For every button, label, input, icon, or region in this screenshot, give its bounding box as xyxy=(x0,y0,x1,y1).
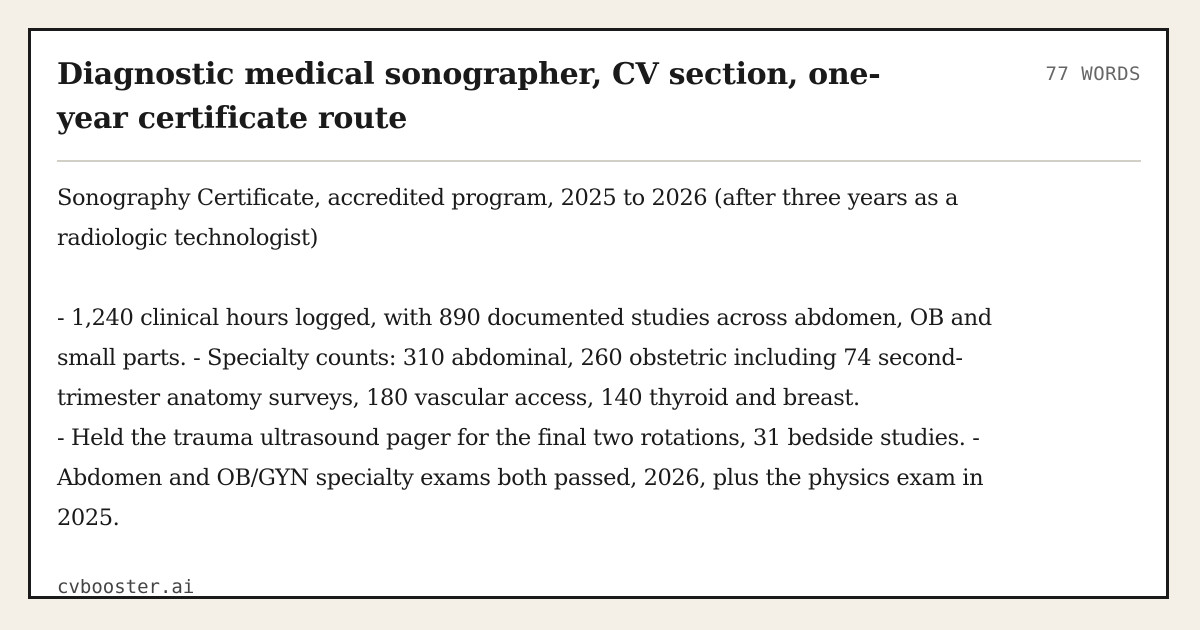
cv-section-card xyxy=(28,28,1169,599)
cv-body-text: Sonography Certificate, accredited program, 2025 to 2026 (after three years as a radiologic technologist) - 1,240 clinical hours logged, with 890 documented studies across abdomen, OB and small parts. - Specialty counts: 310 abdominal, 260 obstetric including 74 second-trimester anatomy surveys, 180 vascular access, 140 thyroid and breast. - Held the trauma ultrasound pager for the final two rotations, 31 bedside studies. - Abdomen and OB/GYN specialty exams both passed, 2026, plus the physics exam in 2025. xyxy=(57,185,992,531)
word-count-badge: 77 WORDS xyxy=(1045,63,1141,85)
header-divider xyxy=(57,160,1141,162)
card-title: Diagnostic medical sonographer, CV section, one-year certificate route xyxy=(57,57,881,136)
brand-label: cvbooster.ai xyxy=(57,576,195,598)
